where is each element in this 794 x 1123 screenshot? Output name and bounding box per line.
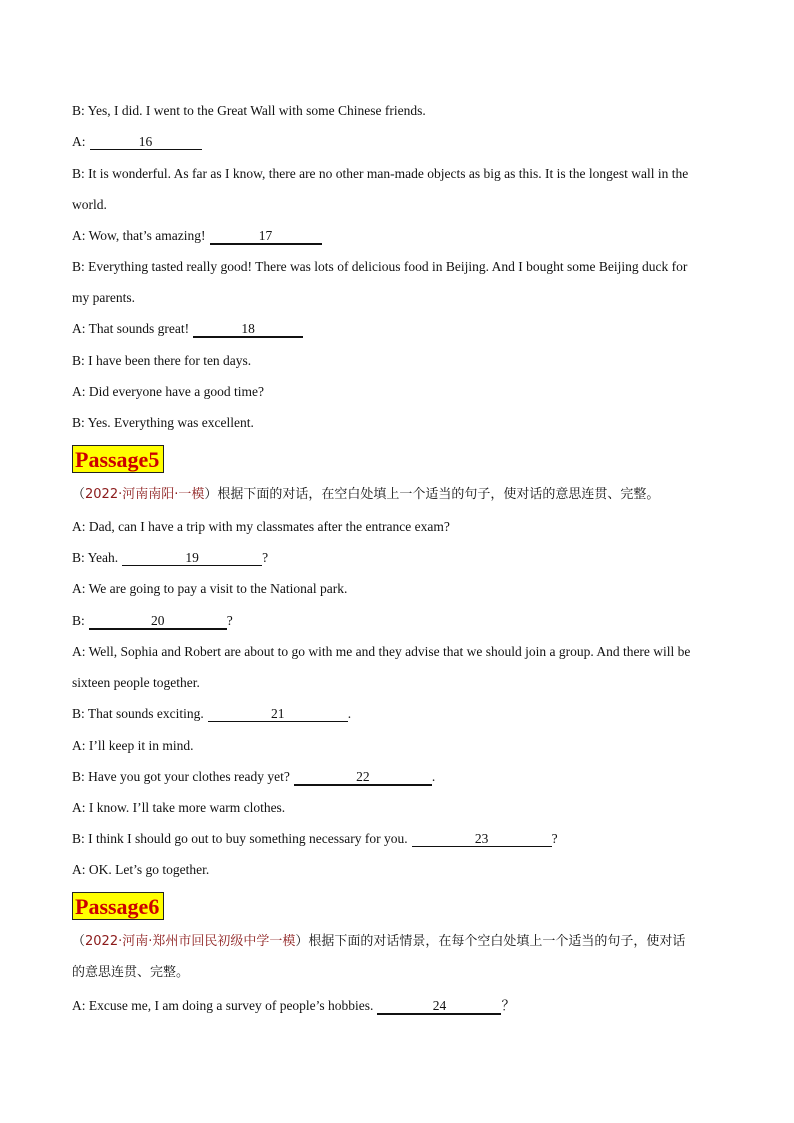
passage6-instruction-cont <box>72 964 722 982</box>
paren-open: （ <box>72 934 86 949</box>
line-text: B: I think I should go out to buy something necessary for you. <box>72 831 408 846</box>
blank-18[interactable]: 18 <box>193 321 303 338</box>
dialogue-line <box>72 737 722 755</box>
line-text: B: Yes. Everything was excellent. <box>72 415 254 430</box>
line-text: A: I’ll keep it in mind. <box>72 738 194 753</box>
blank-21[interactable]: 21 <box>208 706 348 722</box>
line-suffix: . <box>347 706 352 721</box>
dialogue-line <box>72 196 722 214</box>
dialogue-line <box>72 227 722 245</box>
dialogue-line <box>72 518 722 536</box>
dialogue-line <box>72 165 722 183</box>
dialogue-line <box>72 258 722 276</box>
dialogue-line <box>72 320 722 338</box>
dialogue-line <box>72 289 722 307</box>
line-text: A: Excuse me, I am doing a survey of people’s hobbies. <box>72 998 374 1013</box>
dialogue-line <box>72 861 722 879</box>
passage5-source: 2022·河南南阳·一模 <box>85 487 205 502</box>
dialogue-line <box>72 643 722 661</box>
line-text: B: <box>72 613 85 628</box>
blank-22[interactable]: 22 <box>294 769 432 786</box>
dialogue-line <box>72 799 722 817</box>
dialogue-line <box>72 102 722 120</box>
blank-20[interactable]: 20 <box>89 613 227 630</box>
dialogue-line <box>72 414 722 432</box>
line-text: A: OK. Let’s go together. <box>72 862 210 877</box>
instruction-text: 的意思连贯、完整。 <box>72 965 190 980</box>
dialogue-line <box>72 768 722 786</box>
line-text: B: That sounds exciting. <box>72 706 204 721</box>
blank-16[interactable]: 16 <box>90 134 202 150</box>
line-suffix: ? <box>262 550 269 565</box>
line-text: B: It is wonderful. As far as I know, there are no other man-made objects as big as this. It is the longest wall in the <box>72 166 689 181</box>
line-suffix: ? <box>551 831 558 846</box>
line-text: sixteen people together. <box>72 675 200 690</box>
dialogue-line <box>72 133 722 151</box>
line-text: A: Well, Sophia and Robert are about to go with me and they advise that we should join a group. And there will be <box>72 644 691 659</box>
passage6-title: Passage6 <box>72 892 164 920</box>
passage5-title: Passage5 <box>72 445 164 473</box>
line-suffix: ? <box>226 613 233 628</box>
line-text: A: I know. I’ll take more warm clothes. <box>72 800 286 815</box>
line-suffix: ？ <box>501 998 515 1013</box>
line-text: A: Wow, that’s amazing! <box>72 228 206 243</box>
instruction-text: ）根据下面的对话情景，在每个空白处填上一个适当的句子，使对话 <box>295 934 686 949</box>
line-text: B: Yes, I did. I went to the Great Wall with some Chinese friends. <box>72 103 426 118</box>
paren-open: （ <box>72 487 86 502</box>
line-text: A: Did everyone have a good time? <box>72 384 264 399</box>
dialogue-line <box>72 997 722 1015</box>
line-text: A: We are going to pay a visit to the National park. <box>72 581 348 596</box>
blank-19[interactable]: 19 <box>122 550 262 566</box>
line-text: B: Have you got your clothes ready yet? <box>72 769 290 784</box>
line-text: A: <box>72 134 86 149</box>
line-text: B: Everything tasted really good! There was lots of delicious food in Beijing. And I bought some Beijing duck for <box>72 259 688 274</box>
dialogue-line <box>72 674 722 692</box>
blank-17[interactable]: 17 <box>210 228 322 245</box>
line-text: my parents. <box>72 290 135 305</box>
blank-23[interactable]: 23 <box>412 831 552 847</box>
line-text: A: Dad, can I have a trip with my classmates after the entrance exam? <box>72 519 450 534</box>
dialogue-line <box>72 549 722 567</box>
passage6-source: 2022·河南·郑州市回民初级中学一模 <box>85 934 296 949</box>
dialogue-line <box>72 830 722 848</box>
dialogue-line <box>72 383 722 401</box>
line-text: world. <box>72 197 107 212</box>
line-text: A: That sounds great! <box>72 321 190 336</box>
line-text: B: Yeah. <box>72 550 119 565</box>
dialogue-line <box>72 612 722 630</box>
passage5-instruction <box>72 486 722 504</box>
blank-24[interactable]: 24 <box>377 998 501 1015</box>
dialogue-line <box>72 352 722 370</box>
line-suffix: . <box>431 769 436 784</box>
line-text: B: I have been there for ten days. <box>72 353 252 368</box>
dialogue-line <box>72 705 722 723</box>
passage6-instruction <box>72 933 722 951</box>
instruction-text: ）根据下面的对话，在空白处填上一个适当的句子，使对话的意思连贯、完整。 <box>204 487 660 502</box>
dialogue-line <box>72 580 722 598</box>
